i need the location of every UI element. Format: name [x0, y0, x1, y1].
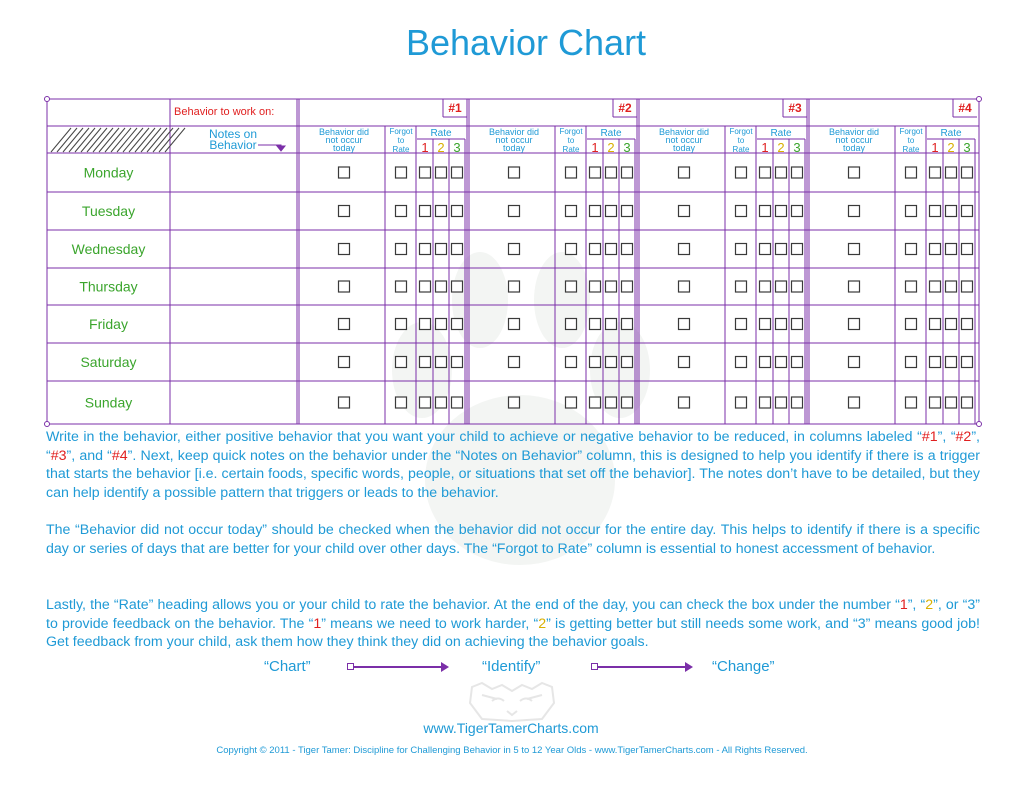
forgot-to-rate-checkbox[interactable] — [396, 167, 407, 178]
rate-2-checkbox[interactable] — [436, 167, 447, 178]
rate-2-checkbox[interactable] — [776, 397, 787, 408]
rate-1-checkbox[interactable] — [590, 167, 601, 178]
rate-2-checkbox[interactable] — [776, 281, 787, 292]
day-label-wednesday: Wednesday — [71, 241, 146, 257]
flow-arrow-icon — [353, 666, 447, 668]
did-not-occur-checkbox[interactable] — [679, 357, 690, 368]
behavior-to-work-on-label: Behavior to work on: — [174, 106, 275, 118]
rate-3-checkbox[interactable] — [452, 319, 463, 330]
did-not-occur-checkbox[interactable] — [339, 397, 350, 408]
rate-3-checkbox[interactable] — [962, 397, 973, 408]
did-not-occur-header: not occur — [325, 135, 363, 145]
forgot-to-rate-checkbox[interactable] — [906, 319, 917, 330]
did-not-occur-checkbox[interactable] — [849, 357, 860, 368]
rate-1-checkbox[interactable] — [760, 281, 771, 292]
did-not-occur-checkbox[interactable] — [339, 357, 350, 368]
flow-arrow-icon — [597, 666, 691, 668]
hatch-line — [51, 128, 71, 152]
rating-number-2: 2 — [947, 140, 955, 155]
did-not-occur-checkbox[interactable] — [849, 319, 860, 330]
hatch-line — [111, 128, 131, 152]
rating-number-1: 1 — [591, 140, 599, 155]
rate-3-checkbox[interactable] — [792, 319, 803, 330]
hatch-line — [81, 128, 101, 152]
day-label-tuesday: Tuesday — [81, 203, 136, 219]
did-not-occur-header: today — [672, 143, 696, 153]
rate-1-checkbox[interactable] — [590, 244, 601, 255]
rating-number-3: 3 — [453, 140, 461, 155]
hatch-line — [63, 128, 83, 152]
rate-1-checkbox[interactable] — [420, 319, 431, 330]
instructions-paragraph-2: The “Behavior did not occur today” should be checked when the behavior did not occur for the entire day. This helps to identify if there is a specific day or series of days that are better for your child over other days. The “Forgot to Rate” column is essential to honest accessment of behavior. — [46, 522, 980, 557]
rate-3-checkbox[interactable] — [962, 319, 973, 330]
hatch-line — [147, 128, 167, 152]
did-not-occur-checkbox[interactable] — [849, 281, 860, 292]
rate-3-checkbox[interactable] — [792, 357, 803, 368]
forgot-to-rate-checkbox[interactable] — [736, 319, 747, 330]
hatch-line — [57, 128, 77, 152]
forgot-to-rate-header: Rate — [732, 145, 750, 154]
rate-header: Rate — [430, 128, 452, 139]
did-not-occur-checkbox[interactable] — [679, 167, 690, 178]
forgot-to-rate-checkbox[interactable] — [566, 167, 577, 178]
forgot-to-rate-checkbox[interactable] — [736, 244, 747, 255]
rating-number-3: 3 — [793, 140, 801, 155]
rate-2-checkbox[interactable] — [946, 397, 957, 408]
corner-dot — [977, 97, 982, 102]
rate-2-checkbox[interactable] — [946, 167, 957, 178]
forgot-to-rate-checkbox[interactable] — [396, 397, 407, 408]
rate-3-checkbox[interactable] — [452, 206, 463, 217]
day-label-monday: Monday — [83, 164, 134, 181]
rate-2-checkbox[interactable] — [776, 167, 787, 178]
forgot-to-rate-checkbox[interactable] — [396, 319, 407, 330]
forgot-to-rate-checkbox[interactable] — [566, 357, 577, 368]
rate-3-checkbox[interactable] — [452, 281, 463, 292]
rate-3-checkbox[interactable] — [622, 397, 633, 408]
did-not-occur-header: Behavior did — [658, 127, 710, 137]
forgot-to-rate-header: Rate — [902, 145, 920, 154]
rate-3-checkbox[interactable] — [622, 167, 633, 178]
forgot-to-rate-header: Forgot — [899, 127, 923, 136]
did-not-occur-checkbox[interactable] — [509, 206, 520, 217]
rate-1-checkbox[interactable] — [590, 319, 601, 330]
did-not-occur-checkbox[interactable] — [509, 357, 520, 368]
rate-2-checkbox[interactable] — [776, 244, 787, 255]
did-not-occur-checkbox[interactable] — [509, 244, 520, 255]
rate-header: Rate — [940, 128, 962, 139]
did-not-occur-header: today — [332, 143, 356, 153]
copyright-text: Copyright © 2011 - Tiger Tamer: Discipline for Challenging Behavior in 5 to 12 Year Olds - www.TigerTamerCharts.com - All Rights Reserved. — [216, 745, 808, 756]
rate-2-checkbox[interactable] — [946, 357, 957, 368]
rate-2-checkbox[interactable] — [436, 397, 447, 408]
did-not-occur-header: Behavior did — [318, 127, 370, 137]
rate-2-checkbox[interactable] — [606, 397, 617, 408]
forgot-to-rate-header: to — [567, 136, 575, 145]
forgot-to-rate-checkbox[interactable] — [906, 281, 917, 292]
behavior-column-label-4: #4 — [958, 101, 972, 115]
did-not-occur-header: today — [502, 143, 526, 153]
rate-2-checkbox[interactable] — [946, 206, 957, 217]
did-not-occur-header: not occur — [665, 135, 703, 145]
rate-3-checkbox[interactable] — [962, 281, 973, 292]
rate-1-checkbox[interactable] — [760, 244, 771, 255]
rate-1-checkbox[interactable] — [760, 357, 771, 368]
did-not-occur-checkbox[interactable] — [679, 206, 690, 217]
behavior-column-label-1: #1 — [448, 101, 462, 115]
rate-2-checkbox[interactable] — [946, 281, 957, 292]
forgot-to-rate-checkbox[interactable] — [396, 281, 407, 292]
rating-number-2: 2 — [777, 140, 785, 155]
rate-3-checkbox[interactable] — [452, 357, 463, 368]
rate-3-checkbox[interactable] — [792, 206, 803, 217]
rate-2-checkbox[interactable] — [946, 244, 957, 255]
day-label-sunday: Sunday — [84, 394, 133, 411]
hatch-line — [93, 128, 113, 152]
rate-1-checkbox[interactable] — [590, 397, 601, 408]
rate-3-checkbox[interactable] — [452, 397, 463, 408]
forgot-to-rate-checkbox[interactable] — [906, 357, 917, 368]
rate-1-checkbox[interactable] — [760, 206, 771, 217]
rate-1-checkbox[interactable] — [420, 281, 431, 292]
did-not-occur-checkbox[interactable] — [509, 319, 520, 330]
rating-number-1: 1 — [931, 140, 939, 155]
rate-1-checkbox[interactable] — [420, 397, 431, 408]
hatch-line — [123, 128, 143, 152]
rate-3-checkbox[interactable] — [622, 319, 633, 330]
did-not-occur-header: Behavior did — [488, 127, 540, 137]
forgot-to-rate-checkbox[interactable] — [736, 357, 747, 368]
did-not-occur-checkbox[interactable] — [849, 206, 860, 217]
behavior-column-label-3: #3 — [788, 101, 802, 115]
did-not-occur-checkbox[interactable] — [679, 281, 690, 292]
corner-dot — [977, 422, 982, 427]
forgot-to-rate-header: to — [397, 136, 405, 145]
hatch-line — [99, 128, 119, 152]
forgot-to-rate-header: to — [907, 136, 915, 145]
rate-1-checkbox[interactable] — [760, 397, 771, 408]
forgot-to-rate-header: Forgot — [389, 127, 413, 136]
hatch-line — [135, 128, 155, 152]
rate-2-checkbox[interactable] — [606, 244, 617, 255]
forgot-to-rate-checkbox[interactable] — [736, 281, 747, 292]
hatch-line — [75, 128, 95, 152]
rate-2-checkbox[interactable] — [606, 357, 617, 368]
rate-1-checkbox[interactable] — [930, 244, 941, 255]
did-not-occur-checkbox[interactable] — [849, 167, 860, 178]
forgot-to-rate-checkbox[interactable] — [396, 206, 407, 217]
rate-3-checkbox[interactable] — [792, 167, 803, 178]
did-not-occur-checkbox[interactable] — [339, 281, 350, 292]
rate-1-checkbox[interactable] — [930, 206, 941, 217]
forgot-to-rate-checkbox[interactable] — [396, 357, 407, 368]
behavior-column-label-2: #2 — [618, 101, 632, 115]
rate-3-checkbox[interactable] — [452, 167, 463, 178]
did-not-occur-checkbox[interactable] — [339, 206, 350, 217]
rate-2-checkbox[interactable] — [776, 206, 787, 217]
tiger-logo-icon — [462, 681, 562, 723]
did-not-occur-header: not occur — [495, 135, 533, 145]
flow-identify-label: “Identify” — [482, 658, 541, 675]
rate-header: Rate — [770, 128, 792, 139]
did-not-occur-header: today — [842, 143, 866, 153]
did-not-occur-checkbox[interactable] — [339, 167, 350, 178]
rate-3-checkbox[interactable] — [622, 281, 633, 292]
flow-chart-label: “Chart” — [264, 658, 311, 675]
forgot-to-rate-checkbox[interactable] — [906, 397, 917, 408]
rate-2-checkbox[interactable] — [776, 319, 787, 330]
rate-2-checkbox[interactable] — [436, 244, 447, 255]
rating-number-2: 2 — [437, 140, 445, 155]
forgot-to-rate-header: Forgot — [559, 127, 583, 136]
rate-1-checkbox[interactable] — [760, 167, 771, 178]
hatch-line — [87, 128, 107, 152]
rate-1-checkbox[interactable] — [590, 206, 601, 217]
did-not-occur-checkbox[interactable] — [849, 397, 860, 408]
rate-2-checkbox[interactable] — [436, 206, 447, 217]
rate-2-checkbox[interactable] — [606, 167, 617, 178]
did-not-occur-checkbox[interactable] — [509, 167, 520, 178]
forgot-to-rate-checkbox[interactable] — [566, 319, 577, 330]
forgot-to-rate-checkbox[interactable] — [906, 167, 917, 178]
rate-1-checkbox[interactable] — [420, 244, 431, 255]
did-not-occur-header: Behavior did — [828, 127, 880, 137]
rate-3-checkbox[interactable] — [792, 397, 803, 408]
rate-3-checkbox[interactable] — [792, 244, 803, 255]
rate-2-checkbox[interactable] — [606, 206, 617, 217]
did-not-occur-checkbox[interactable] — [509, 281, 520, 292]
page-title: Behavior Chart — [405, 22, 647, 63]
rate-3-checkbox[interactable] — [962, 244, 973, 255]
did-not-occur-checkbox[interactable] — [339, 244, 350, 255]
hatch-line — [165, 128, 185, 152]
rate-1-checkbox[interactable] — [590, 357, 601, 368]
hatch-line — [69, 128, 89, 152]
forgot-to-rate-header: to — [737, 136, 745, 145]
hatch-line — [159, 128, 179, 152]
rate-2-checkbox[interactable] — [436, 357, 447, 368]
day-label-thursday: Thursday — [79, 278, 138, 295]
rate-1-checkbox[interactable] — [930, 357, 941, 368]
rate-1-checkbox[interactable] — [420, 206, 431, 217]
notes-header-line2: Behavior — [209, 138, 257, 152]
hatch-line — [105, 128, 125, 152]
rate-3-checkbox[interactable] — [962, 357, 973, 368]
instructions-paragraph-3: Lastly, the “Rate” heading allows you or your child to rate the behavior. At the end of the day, you can check the box under the number “1”, “2”, or “3” to provide feedback on the behavior. The “1” means we need to work harder, “2” is getting better but still needs some work, and “3” means good job! Get feedback from your child, ask them how they think they did on achieving the behavior goals. — [46, 597, 980, 651]
rate-2-checkbox[interactable] — [606, 319, 617, 330]
rate-1-checkbox[interactable] — [760, 319, 771, 330]
hatch-line — [141, 128, 161, 152]
forgot-to-rate-checkbox[interactable] — [396, 244, 407, 255]
rating-number-2: 2 — [607, 140, 615, 155]
forgot-to-rate-header: Forgot — [729, 127, 753, 136]
rate-3-checkbox[interactable] — [452, 244, 463, 255]
forgot-to-rate-checkbox[interactable] — [906, 206, 917, 217]
rate-1-checkbox[interactable] — [420, 167, 431, 178]
forgot-to-rate-checkbox[interactable] — [906, 244, 917, 255]
rate-2-checkbox[interactable] — [946, 319, 957, 330]
forgot-to-rate-checkbox[interactable] — [566, 281, 577, 292]
day-label-saturday: Saturday — [80, 354, 137, 370]
rating-number-1: 1 — [421, 140, 429, 155]
rate-2-checkbox[interactable] — [436, 319, 447, 330]
hatch-line — [129, 128, 149, 152]
rate-header: Rate — [600, 128, 622, 139]
rate-1-checkbox[interactable] — [930, 167, 941, 178]
forgot-to-rate-header: Rate — [392, 145, 410, 154]
rating-number-3: 3 — [963, 140, 971, 155]
did-not-occur-checkbox[interactable] — [679, 319, 690, 330]
website-link[interactable]: www.TigerTamerCharts.com — [423, 720, 599, 736]
rate-3-checkbox[interactable] — [622, 357, 633, 368]
corner-dot — [45, 422, 50, 427]
did-not-occur-checkbox[interactable] — [849, 244, 860, 255]
notes-header-line1: Notes on — [208, 127, 258, 141]
forgot-to-rate-checkbox[interactable] — [736, 167, 747, 178]
did-not-occur-checkbox[interactable] — [679, 397, 690, 408]
rate-3-checkbox[interactable] — [792, 281, 803, 292]
flow-change-label: “Change” — [712, 658, 775, 675]
forgot-to-rate-checkbox[interactable] — [736, 206, 747, 217]
rate-1-checkbox[interactable] — [930, 281, 941, 292]
rate-1-checkbox[interactable] — [420, 357, 431, 368]
did-not-occur-header: not occur — [835, 135, 873, 145]
did-not-occur-checkbox[interactable] — [339, 319, 350, 330]
rate-1-checkbox[interactable] — [590, 281, 601, 292]
rate-3-checkbox[interactable] — [962, 206, 973, 217]
rate-2-checkbox[interactable] — [606, 281, 617, 292]
rate-1-checkbox[interactable] — [930, 397, 941, 408]
rate-3-checkbox[interactable] — [962, 167, 973, 178]
forgot-to-rate-checkbox[interactable] — [566, 397, 577, 408]
forgot-to-rate-checkbox[interactable] — [566, 206, 577, 217]
rating-number-1: 1 — [761, 140, 769, 155]
rate-3-checkbox[interactable] — [622, 206, 633, 217]
rate-2-checkbox[interactable] — [776, 357, 787, 368]
rate-2-checkbox[interactable] — [436, 281, 447, 292]
hatch-line — [117, 128, 137, 152]
day-label-friday: Friday — [89, 316, 128, 332]
forgot-to-rate-checkbox[interactable] — [736, 397, 747, 408]
instructions-paragraph-1: Write in the behavior, either positive behavior that you want your child to achieve or negative behavior to be reduced, in columns labeled “#1”, “#2”, “#3”, and “#4”. Next, keep quick notes on the behavior under the “Notes on Behavior” column, this is designed to help you identify if there is a trigger that starts the behavior [i.e. certain foods, specific words, people, or situations that set off the behavior]. The notes don’t have to be detailed, but they can help identify a possible pattern that triggers or leads to the behavior. — [46, 429, 980, 501]
forgot-to-rate-checkbox[interactable] — [566, 244, 577, 255]
corner-dot — [45, 97, 50, 102]
notes-arrowhead-icon — [277, 146, 285, 151]
did-not-occur-checkbox[interactable] — [509, 397, 520, 408]
rate-1-checkbox[interactable] — [930, 319, 941, 330]
forgot-to-rate-header: Rate — [562, 145, 580, 154]
rating-number-3: 3 — [623, 140, 631, 155]
rate-3-checkbox[interactable] — [622, 244, 633, 255]
did-not-occur-checkbox[interactable] — [679, 244, 690, 255]
